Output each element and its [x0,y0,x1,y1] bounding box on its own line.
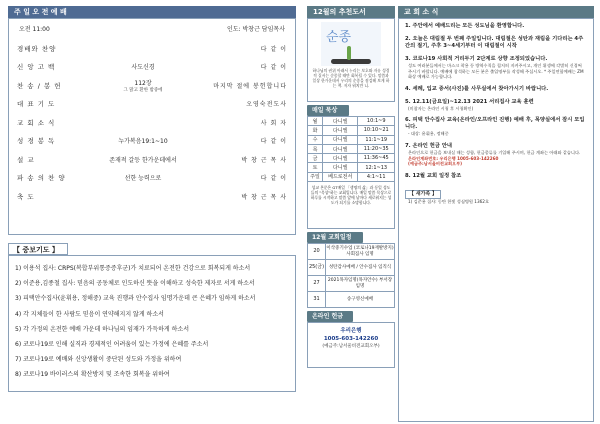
news-list [398,18,594,422]
schedule-header: 12월 교회일정 [307,232,363,243]
prayer-item: 5) 각 가정의 온전한 예배 가운데 하나님의 임재가 가득하게 하소서 [15,325,190,333]
schedule-event: 2021목자임명(목자안수) 부서장 임명 [326,276,395,292]
prayer-list [8,255,296,392]
news-detail: 성도 여러분들께서는 마스크 착용 등 방역수칙을 철저히 지켜주시고, 개인 위생에 각별히 신경써 주시기 바랍니다. 예배에 참석하는 모든 분은 출입명부를 작성해 주십시오. * 주일연합예배는 ZM 화상 예배로 가능합니다. [408,63,584,80]
bible-cell-day: 월 [308,117,323,126]
bible-cell-ref: 4:1~11 [358,172,395,181]
schedule-row [308,292,395,308]
offering-box [307,322,395,368]
bible-cell-day: 수 [308,135,323,144]
bible-cell-day: 주일 [308,172,323,181]
bible-cell-book: 다니엘 [323,126,358,135]
bible-row [308,154,395,163]
news-item [405,117,587,137]
sprout-icon [347,46,351,60]
bible-row [308,126,395,135]
bible-cell-day: 금 [308,154,323,163]
prayer-title: 【 중보기도 】 [8,243,68,255]
worship-item-main: 존재적 갈등 한가운데에서 [109,156,177,164]
worship-item-label: 신 앙 고 백 [17,63,56,72]
news-title: 6. 피택 안수집사 교육(온라인/오프라인 진행) 예배 후, 목양실에서 잠시 모입니다. [405,117,585,131]
worship-row [17,95,287,114]
worship-item-person: 다 같 이 [260,45,287,53]
prayer-item: 3) 피택안수집사(윤휘용, 정해중) 교육 진행과 안수집사 임명가운데 큰 은혜가 임하게 하소서 [15,295,256,303]
bible-row [308,144,395,153]
middle-column [307,6,395,368]
worship-item-label: 찬 송 / 봉 헌 [17,81,62,90]
offering-bank: 우리은행 [340,328,362,335]
worship-item-main: 누가복음19:1~10 [118,138,168,146]
news-detail: - 대상: 윤휘용, 정해중 [408,131,449,137]
schedule-event: 송구영신예배 [326,292,395,308]
book-cover-image [321,22,381,66]
bible-note: 성교 본문은 GT매일 「생명의 삶」과 동일 성도들의 "묵상"하는 교회입니다. 매일 말씀 묵상으로 하루를 시작하고 말씀 앞에 날마다 새로워지는 성도가 되기를 소망합니다. [307,182,395,229]
worship-item-label: 설 교 [17,155,35,164]
worship-row [17,150,287,169]
bible-cell-day: 화 [308,126,323,135]
news-title: 1. 주안에서 예배드리는 모든 성도님을 환영합니다. [405,23,525,29]
worship-item-person: 사 회 자 [260,119,287,127]
worship-item-person: 오영숙전도사 [246,101,287,109]
bible-cell-ref: 11:20~35 [358,144,395,153]
news-header: 교 회 소 식 [398,6,594,18]
bible-cell-book: 다니엘 [323,163,358,172]
news-account: 온라인계좌번호: 우리은행 1005-603-142260 [408,155,499,161]
schedule-event: 이삭중기수업 (코로나19재발방지) 사회집사 임명 [326,244,395,260]
bible-cell-ref: 11:1~19 [358,135,395,144]
news-item [405,99,587,112]
bible-cell-book: 다니엘 [323,144,358,153]
news-detail: 온라인으로 헌금을 보내실 때는 성함, 헌금종류를 기입해 주시며, 헌금 계좌는 아래와 같습니다. [408,149,581,155]
worship-item-person: 박 창 근 목 사 [241,193,287,201]
news-title: 8. 12월 교회 일정 참조 [405,172,462,179]
worship-item-content [73,62,213,71]
news-holder: (예금주:남서울비전교회오부) [408,161,463,167]
worship-row [17,132,287,151]
worship-item-label: 축 도 [17,192,35,201]
bible-cell-ref: 10:1~9 [358,117,395,126]
worship-row [17,187,287,206]
worship-item-person: 마지막 절에 봉헌합니다 [213,82,287,90]
bible-cell-ref: 11:36~45 [358,154,395,163]
worship-leader: 인도: 박창근 담임목사 [226,26,285,33]
bible-cell-day: 목 [308,144,323,153]
worship-item-person: 다 같 이 [260,175,287,183]
bible-row [308,117,395,126]
bible-cell-ref: 12:1~13 [358,163,395,172]
bible-cell-book: 다니엘 [323,135,358,144]
news-title: 3. 코로나19 사회적 거리두기 2단계로 상향 조정되었습니다. [405,56,548,62]
bible-table [307,116,395,182]
news-detail: (미참자는 온라인 시청 후 시청확인) [408,105,474,111]
worship-item-label: 교 회 소 식 [17,118,56,127]
worship-header: 주 일 오 전 예 배 [8,6,296,18]
right-column [398,6,594,422]
worship-item-main: 사도신경 [131,64,155,72]
news-item [405,23,587,30]
news-item [405,86,587,93]
bible-cell-book: 다니엘 [323,117,358,126]
worship-item-content [73,136,213,145]
worship-item-content [73,155,213,164]
worship-item-content [73,173,213,182]
prayer-item: 6) 코로나19로 인해 실직과 경제적인 어려움이 있는 가정에 은혜를 주소서 [15,341,209,349]
worship-item-sub: 그 맑고 환한 밤중에 [123,87,163,93]
worship-row [17,113,287,132]
worship-order [8,18,296,235]
prayer-item: 4) 각 지체들이 한 사람도 믿음이 연약해지지 않게 하소서 [15,310,164,318]
prayer-item: 2) 이준용,김종철 집사: 믿음의 공동체로 인도하신 뜻을 이해하고 성숙한 제자로 서게 하소서 [15,280,255,288]
worship-item-label: 파 송 의 찬 양 [17,174,66,183]
book-cover-title: 순종 [326,30,352,45]
bible-cell-ref: 10:10~21 [358,126,395,135]
worship-time: 오전 11:00 [19,26,50,33]
offering-holder: (예금주:남서울비전교회오부) [322,344,380,350]
worship-item-content [73,78,213,93]
offering-account: 1005-603-142260 [323,336,379,343]
news-item [405,36,587,50]
schedule-row [308,276,395,292]
news-title: 5. 12.11(금요일)~12.13 2021 서리집사 교육 훈련 [405,98,534,105]
worship-rows [17,39,287,206]
worship-row [17,169,287,188]
bible-cell-book: 다니엘 [323,154,358,163]
book-description: 하나님의 권위 아래서 누리는 보호와 자유 성경적 질서는 순종할 때만 회복될 수 있다. 말씀과 일상 한가운데서 우리의 순종을 점검해 보게 하는 책. 저자 워치만 니. [312,68,390,88]
schedule-date: 27 [308,276,326,292]
worship-item-label: 대 표 기 도 [17,100,56,109]
schedule-row [308,260,395,276]
news-title: 2. 오늘은 대림절 두 번째 주일입니다. 대림절은 성탄과 재림을 기다리는 4주간의 절기, 주후 3~4세기부터 이 대림절이 시작 [405,36,584,49]
news-item [405,56,587,80]
schedule-row [308,244,395,260]
book-header: 12월의 추천도서 [307,6,395,18]
bible-cell-book: 베드로전서 [323,172,358,181]
bible-row [308,172,395,181]
schedule-date: 20 [308,244,326,260]
worship-item-person: 다 같 이 [260,138,287,146]
worship-meta [17,22,287,39]
left-column [8,6,296,392]
new-family-text: 1) 김준용 집사: 동탄 한빛 성심병원 1362호 [408,198,489,204]
soil-shape [331,59,371,64]
news-title: 4. 세례, 입교 증서(사진)를 사무실에서 찾아가시기 바랍니다. [405,85,549,92]
worship-row [17,39,287,58]
worship-row [17,76,287,95]
prayer-item: 7) 코로나19로 예배와 신앙생활이 중단된 성도와 가정을 위하여 [15,356,182,364]
news-items [405,23,587,180]
book-section [307,18,395,102]
schedule-event: 성탄감사예배 / 안수집사 임직식 [326,260,395,276]
news-title: 7. 온라인 헌금 안내 [405,142,453,149]
prayer-item: 1) 이용석 집사: CRPS(복합부위통증증후군)가 치료되어 온전한 건강으로 회복되게 하소서 [15,265,251,272]
worship-row [17,58,287,77]
news-item [405,173,587,180]
schedule-date: 25(금) [308,260,326,276]
bible-header: 매일 묵상 [307,105,349,116]
schedule-date: 31 [308,292,326,308]
new-family-tag: 【 새가족 】 [405,190,441,199]
schedule-table [307,243,395,308]
worship-item-label: 성 경 봉 독 [17,137,56,146]
bible-row [308,163,395,172]
prayer-item: 8) 코로나19 바이러스의 확산방지 및 조속한 회복을 위하여 [15,371,170,379]
worship-item-label: 경배와 찬양 [17,44,57,53]
worship-item-person: 다 같 이 [260,64,287,72]
news-item [405,143,587,167]
worship-item-person: 박 창 근 목 사 [241,156,287,164]
worship-item-main: 112장 [134,79,152,87]
bible-row [308,135,395,144]
bible-cell-day: 토 [308,163,323,172]
worship-item-main: 선한 능력으로 [124,175,162,183]
offering-header: 온라인 헌금 [307,311,353,322]
